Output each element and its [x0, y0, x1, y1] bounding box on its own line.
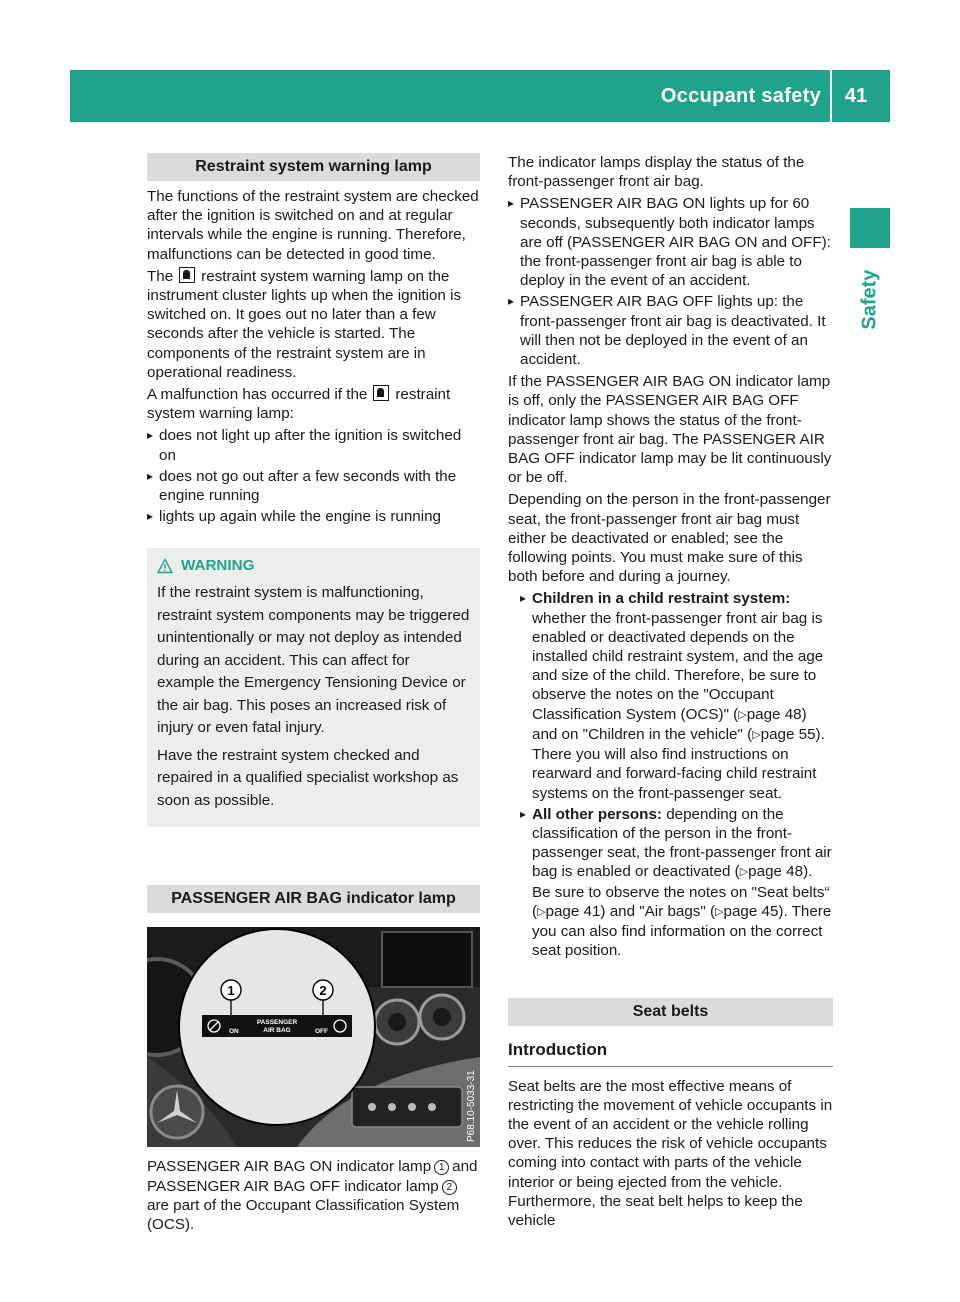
page-reference[interactable]: page 48). Be sure to observe the notes on "Seat belts“ (	[532, 863, 830, 920]
right-column	[508, 153, 833, 1233]
text: The	[147, 267, 174, 285]
warning-triangle-icon	[157, 558, 173, 574]
photo-caption	[147, 1157, 480, 1234]
text: whether the front-passenger front air bag is enabled or deactivated depends on the installed child restraint system, and the age and size of the child. Therefore, be sure to observe the notes on the "Occupant Classification System (OCS)" (	[532, 609, 824, 723]
warning-title	[157, 556, 470, 576]
subheading-introduction: Introduction	[508, 1040, 833, 1066]
section-heading-restraint: Restraint system warning lamp	[147, 153, 480, 181]
page-reference-arrow-icon: ▷	[752, 728, 761, 741]
header-bar	[70, 70, 890, 122]
warning-box	[147, 548, 480, 827]
ref-marker-2: 2	[442, 1180, 457, 1195]
page-number: 41	[844, 85, 868, 107]
side-tab-label: Safety	[858, 269, 881, 331]
list-item-label: Children in a child restraint system:	[532, 590, 791, 608]
page-reference-arrow-icon: ▷	[739, 866, 749, 879]
left-column	[147, 153, 480, 1237]
dashboard-photo	[147, 927, 480, 1147]
page-reference-arrow-icon: ▷	[537, 905, 546, 918]
photo-label-on: ON	[229, 1028, 239, 1036]
chapter-title: Occupant safety	[660, 85, 821, 107]
text: restraint system warning lamp on the instrument cluster lights up when the ignition is switched on. It goes out no later than a few seconds after the vehicle is started. The components of the restraint system are in operational readiness.	[147, 267, 462, 381]
dashboard-illustration	[147, 927, 480, 1147]
ref-marker-1: 1	[434, 1160, 449, 1175]
malfunction-list	[147, 426, 480, 526]
text: restraint system warning lamp:	[147, 386, 451, 423]
paragraph: The indicator lamps display the status of the front-passenger front air bag.	[508, 154, 805, 191]
paragraph	[147, 267, 480, 382]
page-reference[interactable]: page 45). There you can also find information on the correct seat position.	[532, 902, 832, 960]
paragraph: If the PASSENGER AIR BAG ON indicator lamp is off, only the PASSENGER AIR BAG OFF indicator lamp shows the status of the front-passenger front air bag. The PASSENGER AIR BAG OFF indicator lamp may be lit continuously or be off.	[508, 373, 832, 487]
warning-text: If the restraint system is malfunctioning, restraint system components may be triggered unintentionally or may not deploy as intended during an accident. This can affect for example the Emergency Tensioning Device or the air bag. This poses an increased risk of injury or even fatal injury.	[157, 584, 470, 737]
side-tab	[850, 255, 890, 345]
paragraph: Seat belts are the most effective means of restricting the movement of vehicle occupants in the event of an accident or the vehicle rolling over. This reduces the risk of vehicle occupants coming into contact with parts of the vehicle interior or being ejected from the vehicle. Furthermore, the seat belt helps to keep the vehicle	[508, 1077, 833, 1229]
page-reference-arrow-icon: ▷	[715, 905, 724, 918]
page-reference[interactable]: page 41) and "Air bags" (	[545, 902, 716, 920]
header-divider	[830, 70, 832, 122]
paragraph: The functions of the restraint system are checked after the ignition is switched on and at regular intervals while the engine is running. Therefore, malfunctions can be detected in good time.	[147, 188, 479, 263]
paragraph: Depending on the person in the front-passenger seat, the front-passenger front air bag must either be deactivated or enabled; see the following points. You must make sure of this both before and during a journey.	[508, 491, 831, 586]
list-item-children	[520, 589, 833, 802]
side-tab-marker	[850, 208, 890, 248]
paragraph	[147, 385, 480, 423]
photo-label-passenger: PASSENGER	[256, 1019, 298, 1027]
indicator-status-list	[508, 194, 833, 369]
restraint-warning-icon	[179, 267, 195, 283]
text: are part of the Occupant Classification System (OCS).	[147, 1196, 460, 1234]
list-item: ▸ lights up again while the engine is running	[147, 507, 480, 526]
text: A malfunction has occurred if the	[147, 386, 368, 404]
list-item-others	[520, 805, 833, 961]
page-reference[interactable]: page 48) and on "Children in the vehicle" (	[532, 705, 807, 743]
person-list	[520, 589, 833, 960]
list-item: ▸ PASSENGER AIR BAG ON lights up for 60 seconds, subsequently both indicator lamps are off (PASSENGER AIR BAG ON and OFF): the front-passenger front air bag is able to deploy in the event of an accident.	[508, 194, 833, 290]
list-item-label: All other persons:	[532, 805, 662, 823]
list-item: ▸ does not go out after a few seconds with the engine running	[147, 467, 480, 505]
figure-code: P68.10-5033-31	[466, 1070, 477, 1143]
text: depending on the classification of the person in the front-passenger seat, the front-passenger front air bag is enabled or deactivated (	[532, 805, 832, 881]
text: PASSENGER AIR BAG ON indicator lamp	[147, 1158, 432, 1176]
page-reference-arrow-icon: ▷	[738, 708, 747, 721]
photo-label-airbag: AIR BAG	[263, 1027, 291, 1035]
list-item: ▸ PASSENGER AIR BAG OFF lights up: the front-passenger front air bag is deactivated. It will then not be deployed in the event of an accident.	[508, 292, 833, 369]
section-heading-passenger-airbag: PASSENGER AIR BAG indicator lamp	[147, 885, 480, 913]
warning-text: Have the restraint system checked and repaired in a qualified specialist workshop as soon as possible.	[157, 746, 459, 809]
photo-callout-1: 1	[227, 983, 235, 999]
photo-label-off: OFF	[315, 1028, 328, 1036]
page-reference[interactable]: page 55). There you will also find instructions on rearward and forward-facing child restraint systems on the front-passenger seat.	[532, 725, 825, 802]
list-item: ▸ does not light up after the ignition is switched on	[147, 426, 480, 464]
photo-callout-2: 2	[319, 983, 327, 999]
section-heading-seat-belts: Seat belts	[508, 998, 833, 1026]
warning-label: WARNING	[181, 557, 255, 575]
text: and PASSENGER AIR BAG OFF indicator lamp	[147, 1158, 478, 1195]
restraint-warning-icon	[373, 385, 389, 401]
